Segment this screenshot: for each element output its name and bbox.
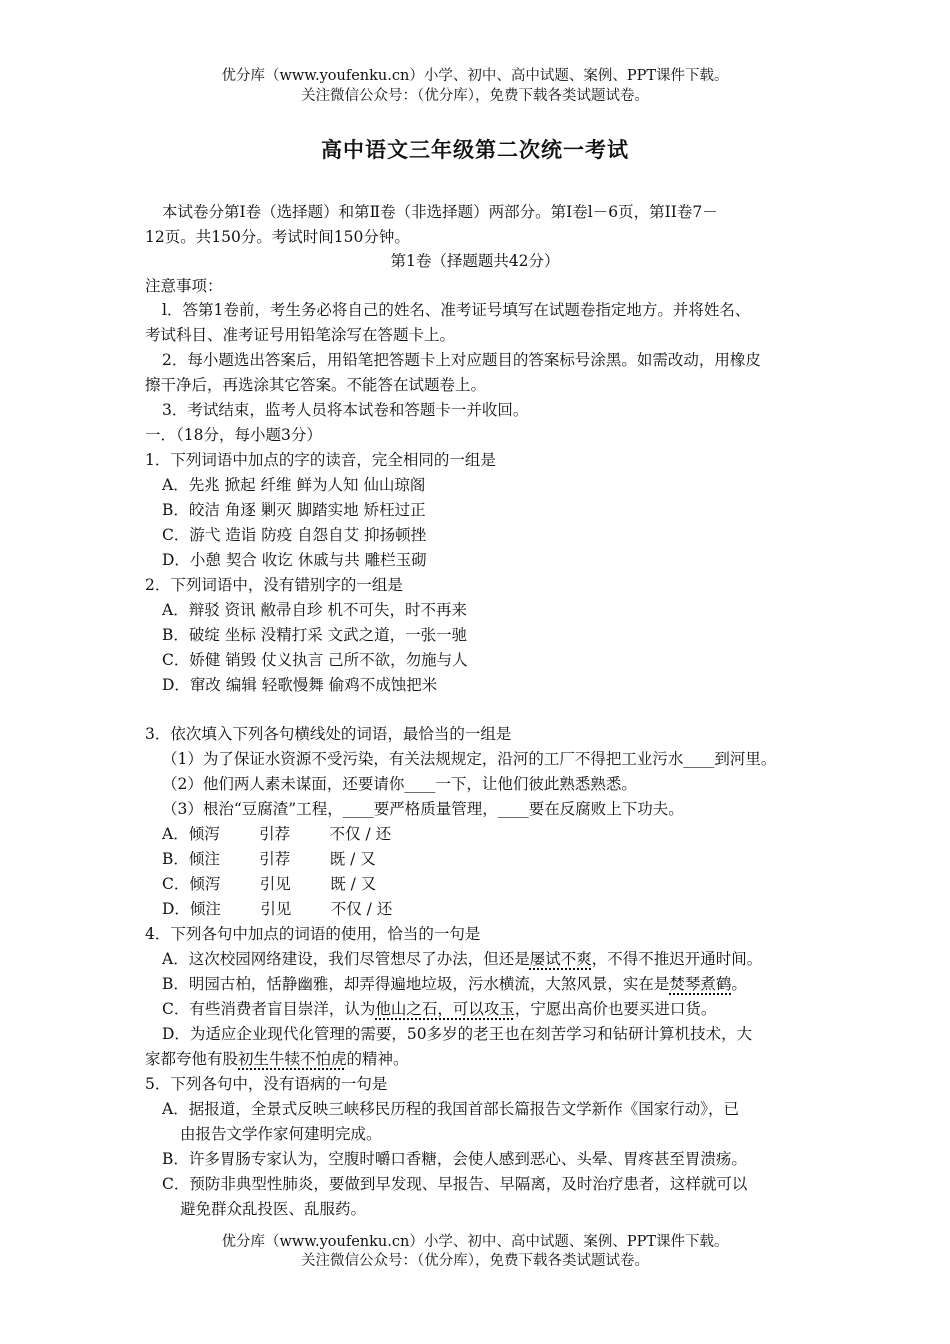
q4-option-a — [162, 949, 762, 969]
notice-item-1a: l．答第1卷前，考生务必将自己的姓名、准考证号填写在试题卷指定地方。并将姓名、 — [162, 301, 751, 319]
q5-option-c-line2: 避免群众乱投医、乱服药。 — [180, 1200, 367, 1218]
q1-option-c: C．游弋 造诣 防疫 自怨自艾 抑扬顿挫 — [162, 526, 427, 544]
footer-line-1: 优分库（www.youfenku.cn）小学、初中、高中试题、案例、PPT课件下载。 — [221, 1234, 729, 1250]
q4-a-text-end: ，不得不推迟开通时间。 — [591, 950, 763, 968]
q1-option-b: B．皎洁 角逐 剿灭 脚踏实地 矫枉过正 — [162, 501, 426, 519]
q4-b-dotted: 焚琴煮鹤 — [669, 975, 732, 993]
notice-item-2b: 擦干净后，再选涂其它答案。不能答在试题卷上。 — [145, 376, 487, 394]
q5-option-c-line1: C．预防非典型性肺炎，要做到早发现、早报告、早隔离，及时治疗患者，这样就可以 — [162, 1175, 748, 1193]
q3-sentence-2: （2）他们两人素未谋面，还要请你____一下，让他们彼此熟悉熟悉。 — [162, 775, 637, 793]
notice-item-1b: 考试科目、准考证号用铅笔涂写在答题卡上。 — [145, 326, 456, 344]
intro-line-1: 本试卷分第Ⅰ卷（选择题）和第Ⅱ卷（非选择题）两部分。第Ⅰ卷l－6页，第II卷7－ — [162, 203, 718, 221]
q2-stem: 2．下列词语中，没有错别字的一组是 — [145, 576, 403, 594]
q4-option-d-line1: D．为适应企业现代化管理的需要，50多岁的老王也在刻苦学习和钻研计算机技术，大 — [162, 1025, 753, 1043]
q4-c-dotted: 他山之石，可以攻玉 — [375, 1000, 515, 1018]
footer-line-2: 关注微信公众号：（优分库），免费下载各类试题试卷。 — [301, 1253, 649, 1269]
q3-option-d: D．倾注 引见 不仅 / 还 — [162, 900, 393, 918]
header-line-2: 关注微信公众号：（优分库），免费下载各类试题试卷。 — [301, 88, 649, 104]
q4-b-text-end: 。 — [731, 975, 747, 993]
q4-a-text: A．这次校园网络建设，我们尽管想尽了办法，但还是 — [162, 950, 530, 968]
q1-option-a: A．先兆 掀起 纤维 鲜为人知 仙山琼阁 — [162, 476, 426, 494]
q1-option-d: D．小憩 契合 收讫 休戚与共 雕栏玉砌 — [162, 551, 427, 569]
q4-a-dotted: 屡试不爽 — [529, 950, 592, 968]
q4-b-text: B．明园古柏，恬静幽雅，却弄得遍地垃圾，污水横流，大煞风景，实在是 — [162, 975, 670, 993]
intro-line-2: 12页。共150分。考试时间150分钟。 — [145, 228, 410, 246]
q2-option-c: C．娇健 销毁 仗义执言 己所不欲，勿施与人 — [162, 651, 468, 669]
notice-item-3: 3．考试结束，监考人员将本试卷和答题卡一并收回。 — [162, 401, 529, 419]
q4-option-d-line2 — [145, 1049, 409, 1069]
q3-option-c: C．倾泻 引见 既 / 又 — [162, 875, 377, 893]
page-title: 高中语文三年级第二次统一考试 — [321, 137, 629, 162]
q3-sentence-1: （1）为了保证水资源不受污染，有关法规规定，沿河的工厂不得把工业污水____到河里。 — [162, 750, 777, 768]
q4-d-dotted: 初生牛犊不怕虎 — [238, 1050, 347, 1068]
notice-item-2a: 2．每小题选出答案后，用铅笔把答题卡上对应题目的答案标号涂黑。如需改动，用橡皮 — [162, 351, 761, 369]
q4-stem: 4．下列各句中加点的词语的使用，恰当的一句是 — [145, 925, 481, 943]
q5-option-a-line1: A．据报道，全景式反映三峡移民历程的我国首部长篇报告文学新作《国家行动》，已 — [162, 1100, 739, 1118]
q4-c-text: C．有些消费者盲目崇洋，认为 — [162, 1000, 376, 1018]
q5-option-a-line2: 由报告文学作家何建明完成。 — [180, 1125, 382, 1143]
q2-option-b: B．破绽 坐标 没精打采 文武之道，一张一驰 — [162, 626, 468, 644]
q4-option-b — [162, 974, 747, 994]
q4-d-text-end: 的精神。 — [346, 1050, 409, 1068]
q3-option-a: A．倾泻 引荐 不仅 / 还 — [162, 825, 392, 843]
q5-stem: 5．下列各句中，没有语病的一句是 — [145, 1075, 388, 1093]
q4-c-text-end: ，宁愿出高价也要买进口货。 — [514, 1000, 717, 1018]
q4-d-text: 家都夸他有股 — [145, 1050, 239, 1068]
q3-sentence-3: （3）根治“豆腐渣”工程，____要严格质量管理，____要在反腐败上下功夫。 — [162, 800, 684, 818]
q2-option-d: D．窜改 编辑 轻歌慢舞 偷鸡不成蚀把米 — [162, 676, 438, 694]
part1-heading: 第1卷（择题题共42分） — [390, 252, 560, 270]
q1-stem: 1．下列词语中加点的字的读音，完全相同的一组是 — [145, 451, 496, 469]
q4-option-c — [162, 999, 716, 1019]
q5-option-b: B．许多胃肠专家认为，空腹时嚼口香糖，会使人感到恶心、头晕、胃疼甚至胃溃疡。 — [162, 1150, 747, 1168]
section-1-heading: 一．（18分，每小题3分） — [145, 426, 322, 444]
notice-heading: 注意事项： — [145, 277, 223, 295]
header-line-1: 优分库（www.youfenku.cn）小学、初中、高中试题、案例、PPT课件下载。 — [221, 68, 729, 84]
q3-option-b: B．倾注 引荐 既 / 又 — [162, 850, 376, 868]
q3-stem: 3．依次填入下列各句横线处的词语，最恰当的一组是 — [145, 725, 512, 743]
q2-option-a: A．辩驳 资讯 敝帚自珍 机不可失，时不再来 — [162, 601, 467, 619]
